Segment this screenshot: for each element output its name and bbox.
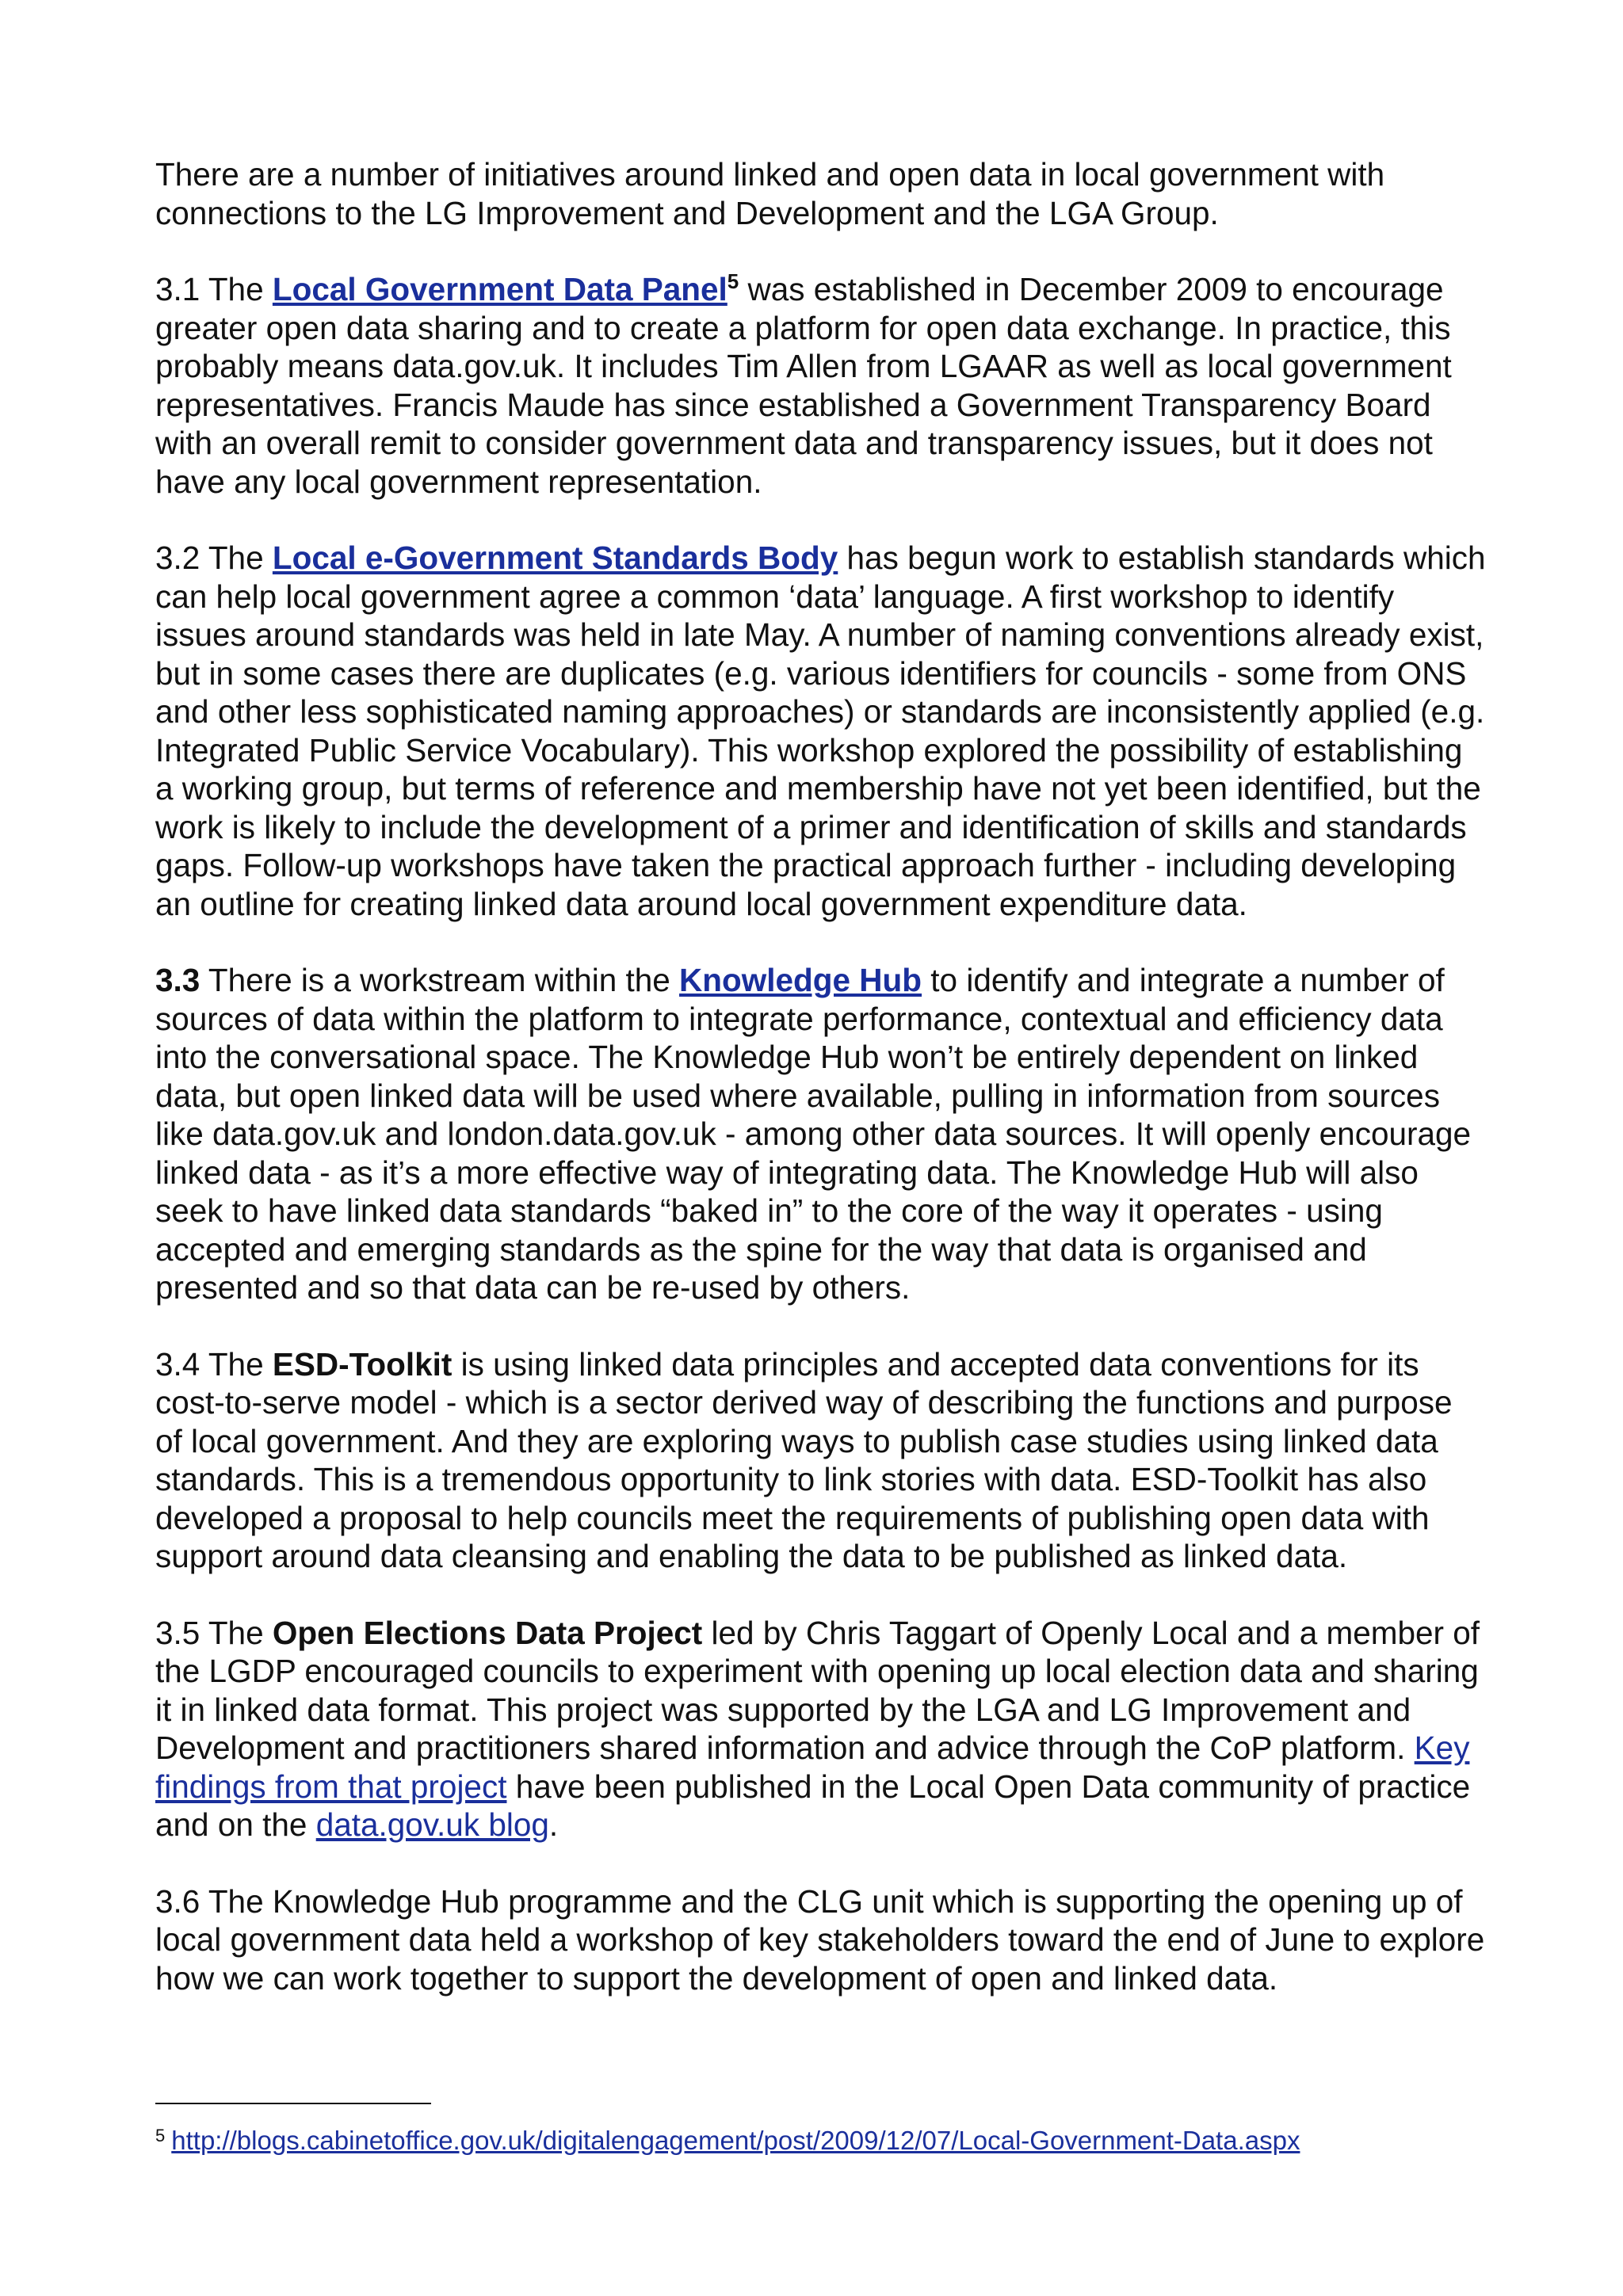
- section-3-2-text: has begun work to establish standards which can help local government agree a common ‘data’ language. A first workshop to identify issues around standards was held in late May. A number of naming conventions already exist, but in some cases there are duplicates (e.g. various identifiers for councils - some from ONS and other less sophisticated naming approaches) or standards are inconsistently applied (e.g. Integrated Public Service Vocabulary). This workshop explored the possibility of establishing a working group, but terms of reference and membership have not yet been identified, but the work is likely to include the development of a primer and identification of skills and standards gaps. Follow-up workshops have taken the practical approach further - including developing an outline for creating linked data around local government expenditure data.: [155, 540, 1486, 922]
- document-body: [155, 155, 1487, 2035]
- footnote-ref-5: 5: [727, 269, 739, 293]
- intro-paragraph: [155, 155, 1487, 232]
- data-gov-uk-blog-link[interactable]: data.gov.uk blog: [315, 1806, 549, 1843]
- open-elections-label: Open Elections Data Project: [272, 1614, 703, 1651]
- section-3-5: [155, 1614, 1487, 1844]
- section-3-5-text: led by Chris Taggart of Openly Local and a member of the LGDP encouraged councils to experiment with opening up local election data and sharing it in linked data format. This project was supported by the LGA and LG Improvement and Development and practitioners shared information and advice through the CoP platform.: [155, 1614, 1480, 1766]
- section-3-4: [155, 1345, 1487, 1576]
- section-3-5-text-2: have been published in the Local Open Data community of practice and on the: [155, 1768, 1471, 1843]
- footnote-divider: [155, 2103, 431, 2104]
- section-3-4-prefix: 3.4 The: [155, 1345, 273, 1383]
- intro-text: There are a number of initiatives around linked and open data in local government with connections to the LG Improvement and Development and the LGA Group.: [155, 156, 1385, 231]
- section-3-4-text: is using linked data principles and accepted data conventions for its cost-to-serve model - which is a sector derived way of describing the functions and purpose of local government. And they are exploring ways to publish case studies using linked data standards. This is a tremendous opportunity to link stories with data. ESD-Toolkit has also developed a proposal to help councils meet the requirements of publishing open data with support around data cleansing and enabling the data to be published as linked data.: [155, 1345, 1453, 1574]
- section-3-5-prefix: 3.5 The: [155, 1614, 273, 1651]
- section-3-2-prefix: 3.2 The: [155, 540, 273, 576]
- section-3-5-end: .: [548, 1806, 559, 1843]
- section-3-1-text: was established in December 2009 to encourage greater open data sharing and to create a platform for open data exchange. In practice, this probably means data.gov.uk. It includes Tim Allen from LGAAR as well as local government representatives. Francis Maude has since established a Government Transparency Board with an overall remit to consider government data and transparency issues, but it does not have any local government representation.: [155, 271, 1452, 500]
- section-3-2: [155, 539, 1487, 923]
- section-3-3-number: 3.3: [155, 962, 200, 998]
- section-3-6-text: 3.6 The Knowledge Hub programme and the CLG unit which is supporting the opening up of local government data held a workshop of key stakeholders toward the end of June to explore how we can work together to support the development of open and linked data.: [155, 1882, 1485, 1997]
- esd-toolkit-label: ESD-Toolkit: [272, 1345, 453, 1383]
- footnote-url-link[interactable]: http://blogs.cabinetoffice.gov.uk/digitalengagement/post/2009/12/07/Local-Government-Data.aspx: [171, 2126, 1300, 2155]
- key-findings-link[interactable]: Key findings from that project: [155, 1730, 1470, 1805]
- footnote-number: 5: [155, 2126, 166, 2145]
- footnote: [155, 2120, 1300, 2157]
- section-3-1-prefix: 3.1 The: [155, 271, 273, 307]
- section-3-6: [155, 1882, 1487, 1998]
- section-3-3-text: to identify and integrate a number of sources of data within the platform to integrate performance, contextual and efficiency data into the conversational space. The Knowledge Hub won’t be entirely dependent on linked data, but open linked data will be used where available, pulling in information from sources like data.gov.uk and london.data.gov.uk - among other data sources. It will openly encourage linked data - as it’s a more effective way of integrating data. The Knowledge Hub will also seek to have linked data standards “baked in” to the core of the way it operates - using accepted and emerging standards as the spine for the way that data is organised and presented and so that data can be re-used by others.: [155, 962, 1472, 1306]
- section-3-3-prefix: There is a workstream within the: [200, 962, 680, 998]
- knowledge-hub-link[interactable]: Knowledge Hub: [679, 962, 922, 998]
- section-3-1: [155, 270, 1487, 501]
- local-government-data-panel-link[interactable]: Local Government Data Panel: [272, 271, 727, 307]
- standards-body-link[interactable]: Local e-Government Standards Body: [272, 540, 838, 576]
- section-3-3: [155, 961, 1487, 1307]
